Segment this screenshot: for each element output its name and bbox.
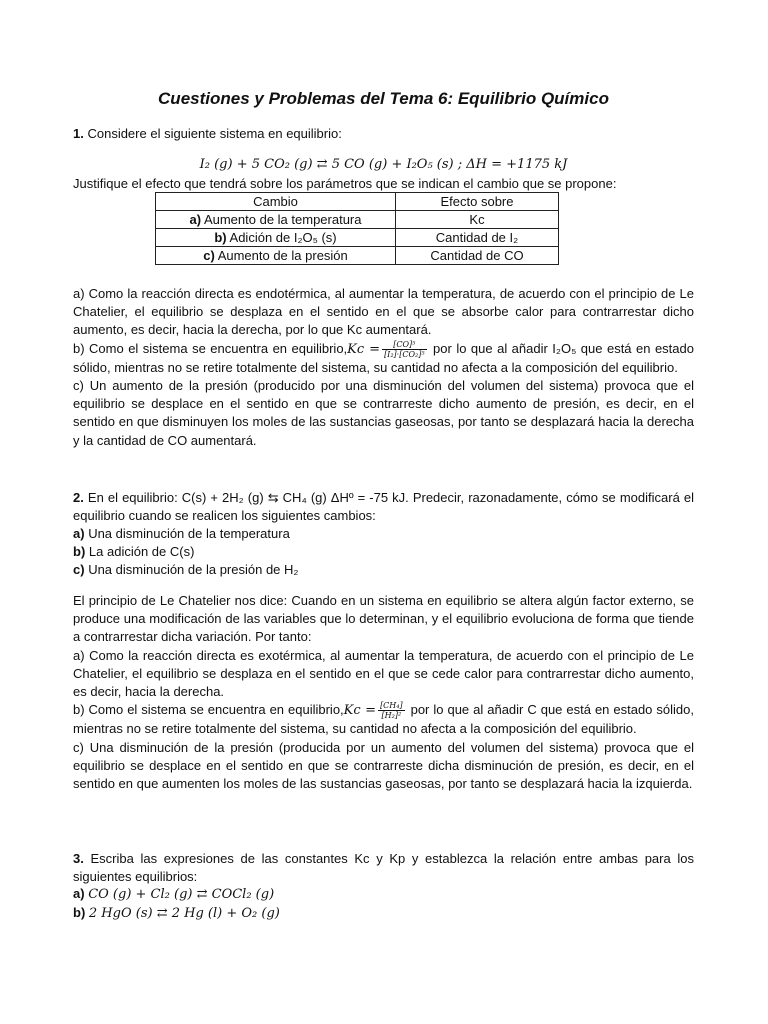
table-header-row <box>156 193 559 211</box>
question-text: Considere el siguiente sistema en equilibrio: <box>87 126 342 141</box>
answer-c: c) Una disminución de la presión (producida por un aumento del volumen del sistema) provoca que el equilibrio se desplace en el sentido en que se contrarreste dicha disminución de presión, es decir, en el sentido en que aumenten los moles de las sustancias gaseosas, por tanto se desplazará hacia la izquierda. <box>73 739 694 792</box>
question-3-items <box>73 885 694 923</box>
answer-a: a) Como la reacción directa es endotérmica, al aumentar la temperatura, de acuerdo con el principio de Le Chatelier, el equilibrio se desplaza en el sentido en el que se absorbe calor para contrarrestar dicho aumento, es decir, hacia la derecha, por lo que Kc aumentará. <box>73 286 694 338</box>
table-cell: c) Aumento de la presión <box>156 247 396 265</box>
question-number: 3. <box>73 851 84 866</box>
question-1-prompt <box>73 125 694 143</box>
question-1-answers <box>73 285 694 450</box>
table-cell: Cantidad de CO <box>396 247 559 265</box>
kc-fraction: $\frac{\text{[CH₄]}}{\text{[H₂]²}}$ <box>380 701 403 721</box>
list-item: a) Una disminución de la temperatura <box>73 526 290 541</box>
question-2-items <box>73 525 694 580</box>
question-text: En el equilibrio: C(s) + 2H₂ (g) ⇆ CH₄ (g) ΔHº = -75 kJ. Predecir, razonadamente, cómo se modificará el equilibrio cuando se realicen los siguientes cambios: <box>73 490 694 524</box>
answer-b: b) Como el sistema se encuentra en equilibrio,Kc = $\frac{\text{[CO]⁵}}{\text{[I₂]·[CO₂]⁵}}$ por lo que al añadir I₂O₅ que está en estado sólido, mientras no se retire totalmente del sistema, su cantidad no afecta a la composición del equilibrio. <box>73 339 694 375</box>
question-number: 1. <box>73 126 84 141</box>
table-header-cell: Efecto sobre <box>396 193 559 211</box>
question-1-justify: Justifique el efecto que tendrá sobre los parámetros que se indican el cambio que se propone: <box>73 176 617 191</box>
table-header-cell: Cambio <box>156 193 396 211</box>
question-number: 2. <box>73 490 84 505</box>
table-cell: Kc <box>396 211 559 229</box>
question-1-equation: I₂ (g) + 5 CO₂ (g) ⇄ 5 CO (g) + I₂O₅ (s) ; ΔH = +1175 kJ <box>199 157 568 172</box>
list-item: c) Una disminución de la presión de H₂ <box>73 562 299 578</box>
question-2-answers <box>73 592 694 793</box>
table-row <box>156 211 559 229</box>
list-item: b) La adición de C(s) <box>73 544 195 560</box>
question-text: Escriba las expresiones de las constantes Kc y Kp y establezca la relación entre ambas para los siguientes equilibrios: <box>73 851 694 885</box>
table-cell: a) Aumento de la temperatura <box>156 211 396 229</box>
list-item: b) 2 HgO (s) ⇄ 2 Hg (l) + O₂ (g) <box>73 905 280 922</box>
answer-c: c) Un aumento de la presión (producido por una disminución del volumen del sistema) provoca que el equilibrio se desplace en el sentido en que se contrarreste dicho aumento de presión, es decir, en el sentido en que disminuyen los moles de las sustancias gaseosas, por tanto se desplazará hacia la derecha y la cantidad de CO aumentará. <box>73 378 694 448</box>
answer-a: a) Como la reacción directa es exotérmica, al aumentar la temperatura, de acuerdo con el principio de Le Chatelier, el equilibrio se desplaza en el sentido en el que se cede calor para contrarrestar dicho aumento, es decir, hacia la derecha. <box>73 647 694 700</box>
table-cell: Cantidad de I₂ <box>396 229 559 247</box>
list-item: a) CO (g) + Cl₂ (g) ⇄ COCl₂ (g) <box>73 886 275 902</box>
table-row <box>156 247 559 265</box>
answer-b: b) Como el sistema se encuentra en equilibrio,Kc = $\frac{\text{[CH₄]}}{\text{[H₂]²}}$ por lo que al añadir C que está en estado sólido, mientras no se retire totalmente del sistema, su cantidad no afecta a la composición del equilibrio. <box>73 701 694 737</box>
question-2-prompt <box>73 489 694 525</box>
document-title: Cuestiones y Problemas del Tema 6: Equilibrio Químico <box>158 89 609 108</box>
kc-fraction: $\frac{\text{[CO]⁵}}{\text{[I₂]·[CO₂]⁵}}$ <box>384 339 425 359</box>
changes-table <box>155 192 559 265</box>
principle-intro: El principio de Le Chatelier nos dice: Cuando en un sistema en equilibrio se altera algún factor externo, se produce una modificación de las variables que lo determinan, y el equilibrio evoluciona de forma que tiende a contrarrestar dicha variación. Por tanto: <box>73 593 694 645</box>
table-cell: b) Adición de I₂O₅ (s) <box>156 229 396 247</box>
table-row <box>156 229 559 247</box>
question-3-prompt <box>73 850 694 886</box>
